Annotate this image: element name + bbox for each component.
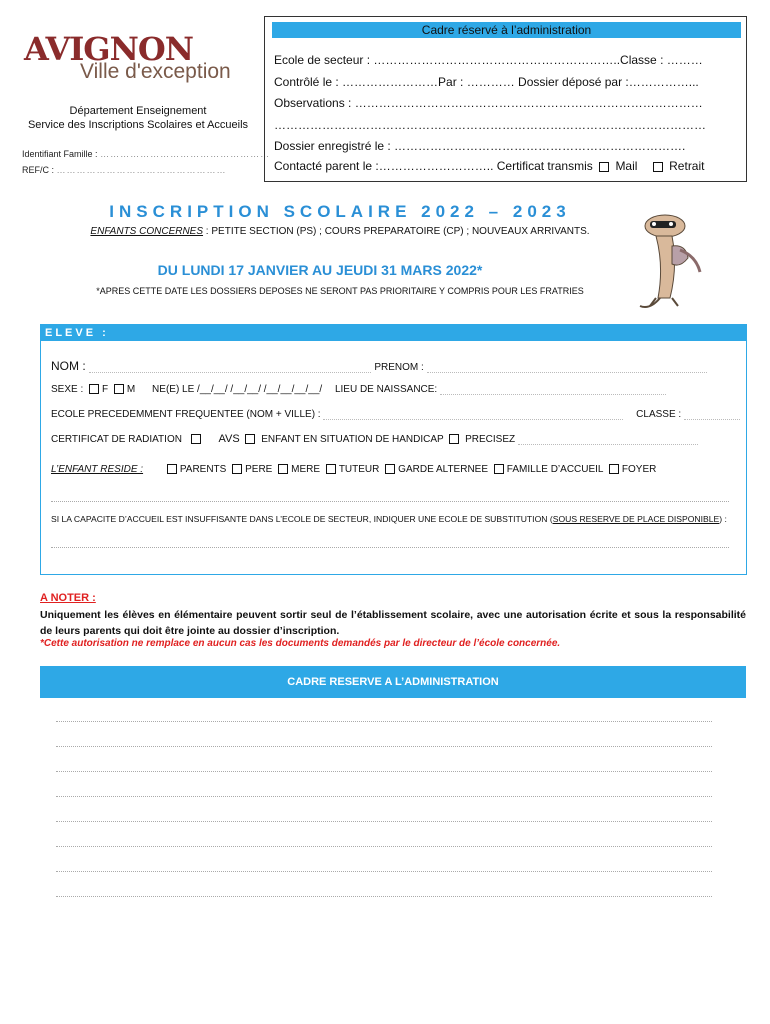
handicap-checkbox[interactable] [245, 434, 255, 444]
service-name: Service des Inscriptions Scolaires et Accueils [27, 119, 249, 131]
sexe-row: SEXE : F M NE(E) LE /__/__/ /__/__/ /__/__/__/__/ LIEU DE NAISSANCE: [51, 384, 666, 395]
dossier-enregistre-line: Dossier enregistré le : ………………………………………………………………. [274, 139, 686, 153]
observations-line: Observations : …………………………………………………………………………… [274, 96, 703, 110]
reside-parents-checkbox[interactable] [167, 464, 177, 474]
sexe-m-checkbox[interactable] [114, 384, 124, 394]
enfants-concernes: ENFANTS CONCERNES : PETITE SECTION (PS) ; COURS PREPARATOIRE (CP) ; NOUVEAUX ARRIVANTS. [90, 226, 590, 237]
precisez-field[interactable] [518, 434, 698, 445]
reside-pere-checkbox[interactable] [232, 464, 242, 474]
controle-line: Contrôlé le : ……………………Par : ………… Dossier déposé par :……………... [274, 75, 699, 89]
admin-line[interactable] [56, 746, 712, 747]
certificat-checkbox[interactable] [599, 162, 609, 172]
sexe-f-checkbox[interactable] [89, 384, 99, 394]
page-title: INSCRIPTION SCOLAIRE 2022 – 2023 [109, 202, 571, 221]
admin-line[interactable] [56, 846, 712, 847]
reside-mere-checkbox[interactable] [278, 464, 288, 474]
date-range: DU LUNDI 17 JANVIER AU JEUDI 31 MARS 2022* [157, 262, 483, 278]
note-text: Uniquement les élèves en élémentaire peuvent sortir seul de l’établissement scolaire, avec une autorisation écrite et sous la responsabilité de leurs parents qui doit être jointe au dossier d’inscription. [40, 609, 746, 637]
note-heading: A NOTER : [40, 592, 96, 604]
admin-line[interactable] [56, 871, 712, 872]
contacte-line: Contacté parent le :……………………….. Certificat transmis Mail Retrait [274, 159, 705, 173]
note-warning: *Cette autorisation ne remplace en aucun cas les documents demandés par le directeur de l’école concernée. [40, 638, 561, 649]
ecole-precedente-field[interactable] [323, 409, 623, 420]
reside-famille-accueil-checkbox[interactable] [494, 464, 504, 474]
observations-line-2: ……………………………………………………………………………………………… [274, 118, 706, 132]
retrait-checkbox[interactable] [653, 162, 663, 172]
admin-reserved-box [264, 16, 747, 182]
reside-tuteur-checkbox[interactable] [326, 464, 336, 474]
classe-field[interactable] [684, 409, 740, 420]
eleve-header: ELEVE : [41, 325, 746, 341]
department-name: Département Enseignement [69, 105, 207, 117]
precisez-checkbox[interactable] [449, 434, 459, 444]
ecole-substitution-field[interactable] [51, 547, 729, 548]
admin-line[interactable] [56, 821, 712, 822]
admin-line[interactable] [56, 721, 712, 722]
nom-field[interactable] [89, 362, 371, 373]
meerkat-illustration [620, 206, 710, 314]
nom-row: NOM : PRENOM : [51, 359, 707, 373]
capacite-row: SI LA CAPACITE D’ACCUEIL EST INSUFFISANTE DANS L’ECOLE DE SECTEUR, INDIQUER UNE ECOLE DE SUBSTITUTION (SOUS RESERVE DE PLACE DISPONIBLE) : [51, 514, 727, 524]
certificat-radiation-checkbox[interactable] [191, 434, 201, 444]
certificat-row: CERTIFICAT DE RADIATION AVS ENFANT EN SITUATION DE HANDICAP PRECISEZ [51, 433, 698, 445]
avignon-logo: AVIGNON [24, 30, 193, 68]
ecole-prec-row: ECOLE PRECEDEMMENT FREQUENTEE (NOM + VILLE) : CLASSE : [51, 409, 740, 420]
logo-tagline: Ville d'exception [80, 60, 231, 83]
admin-line[interactable] [56, 796, 712, 797]
ref-label: REF/C : …………………………………………… [22, 165, 227, 175]
ecole-secteur-line: Ecole de secteur : ……………………………………………………..Classe : ……… [274, 53, 703, 67]
admin-line[interactable] [56, 896, 712, 897]
eleve-section [40, 324, 747, 575]
date-note: *APRES CETTE DATE LES DOSSIERS DEPOSES NE SERONT PAS PRIORITAIRE Y COMPRIS POUR LES FRATRIES [96, 286, 584, 296]
reside-details-field[interactable] [51, 501, 729, 502]
admin-reserved-bar: CADRE RESERVE A L’ADMINISTRATION [40, 666, 746, 698]
reside-row: L’ENFANT RESIDE : PARENTS PERE MERE TUTEUR GARDE ALTERNEE FAMILLE D’ACCUEIL FOYER [51, 464, 657, 475]
lieu-naissance-field[interactable] [440, 384, 666, 395]
reside-foyer-checkbox[interactable] [609, 464, 619, 474]
id-famille-label: Identifiant Famille : …………………………………………… [22, 149, 271, 159]
admin-box-title: Cadre réservé à l’administration [272, 22, 741, 38]
reside-garde-alternee-checkbox[interactable] [385, 464, 395, 474]
admin-line[interactable] [56, 771, 712, 772]
date-naissance-field[interactable]: NE(E) LE /__/__/ /__/__/ /__/__/__/__/ [152, 384, 323, 395]
prenom-field[interactable] [427, 362, 707, 373]
